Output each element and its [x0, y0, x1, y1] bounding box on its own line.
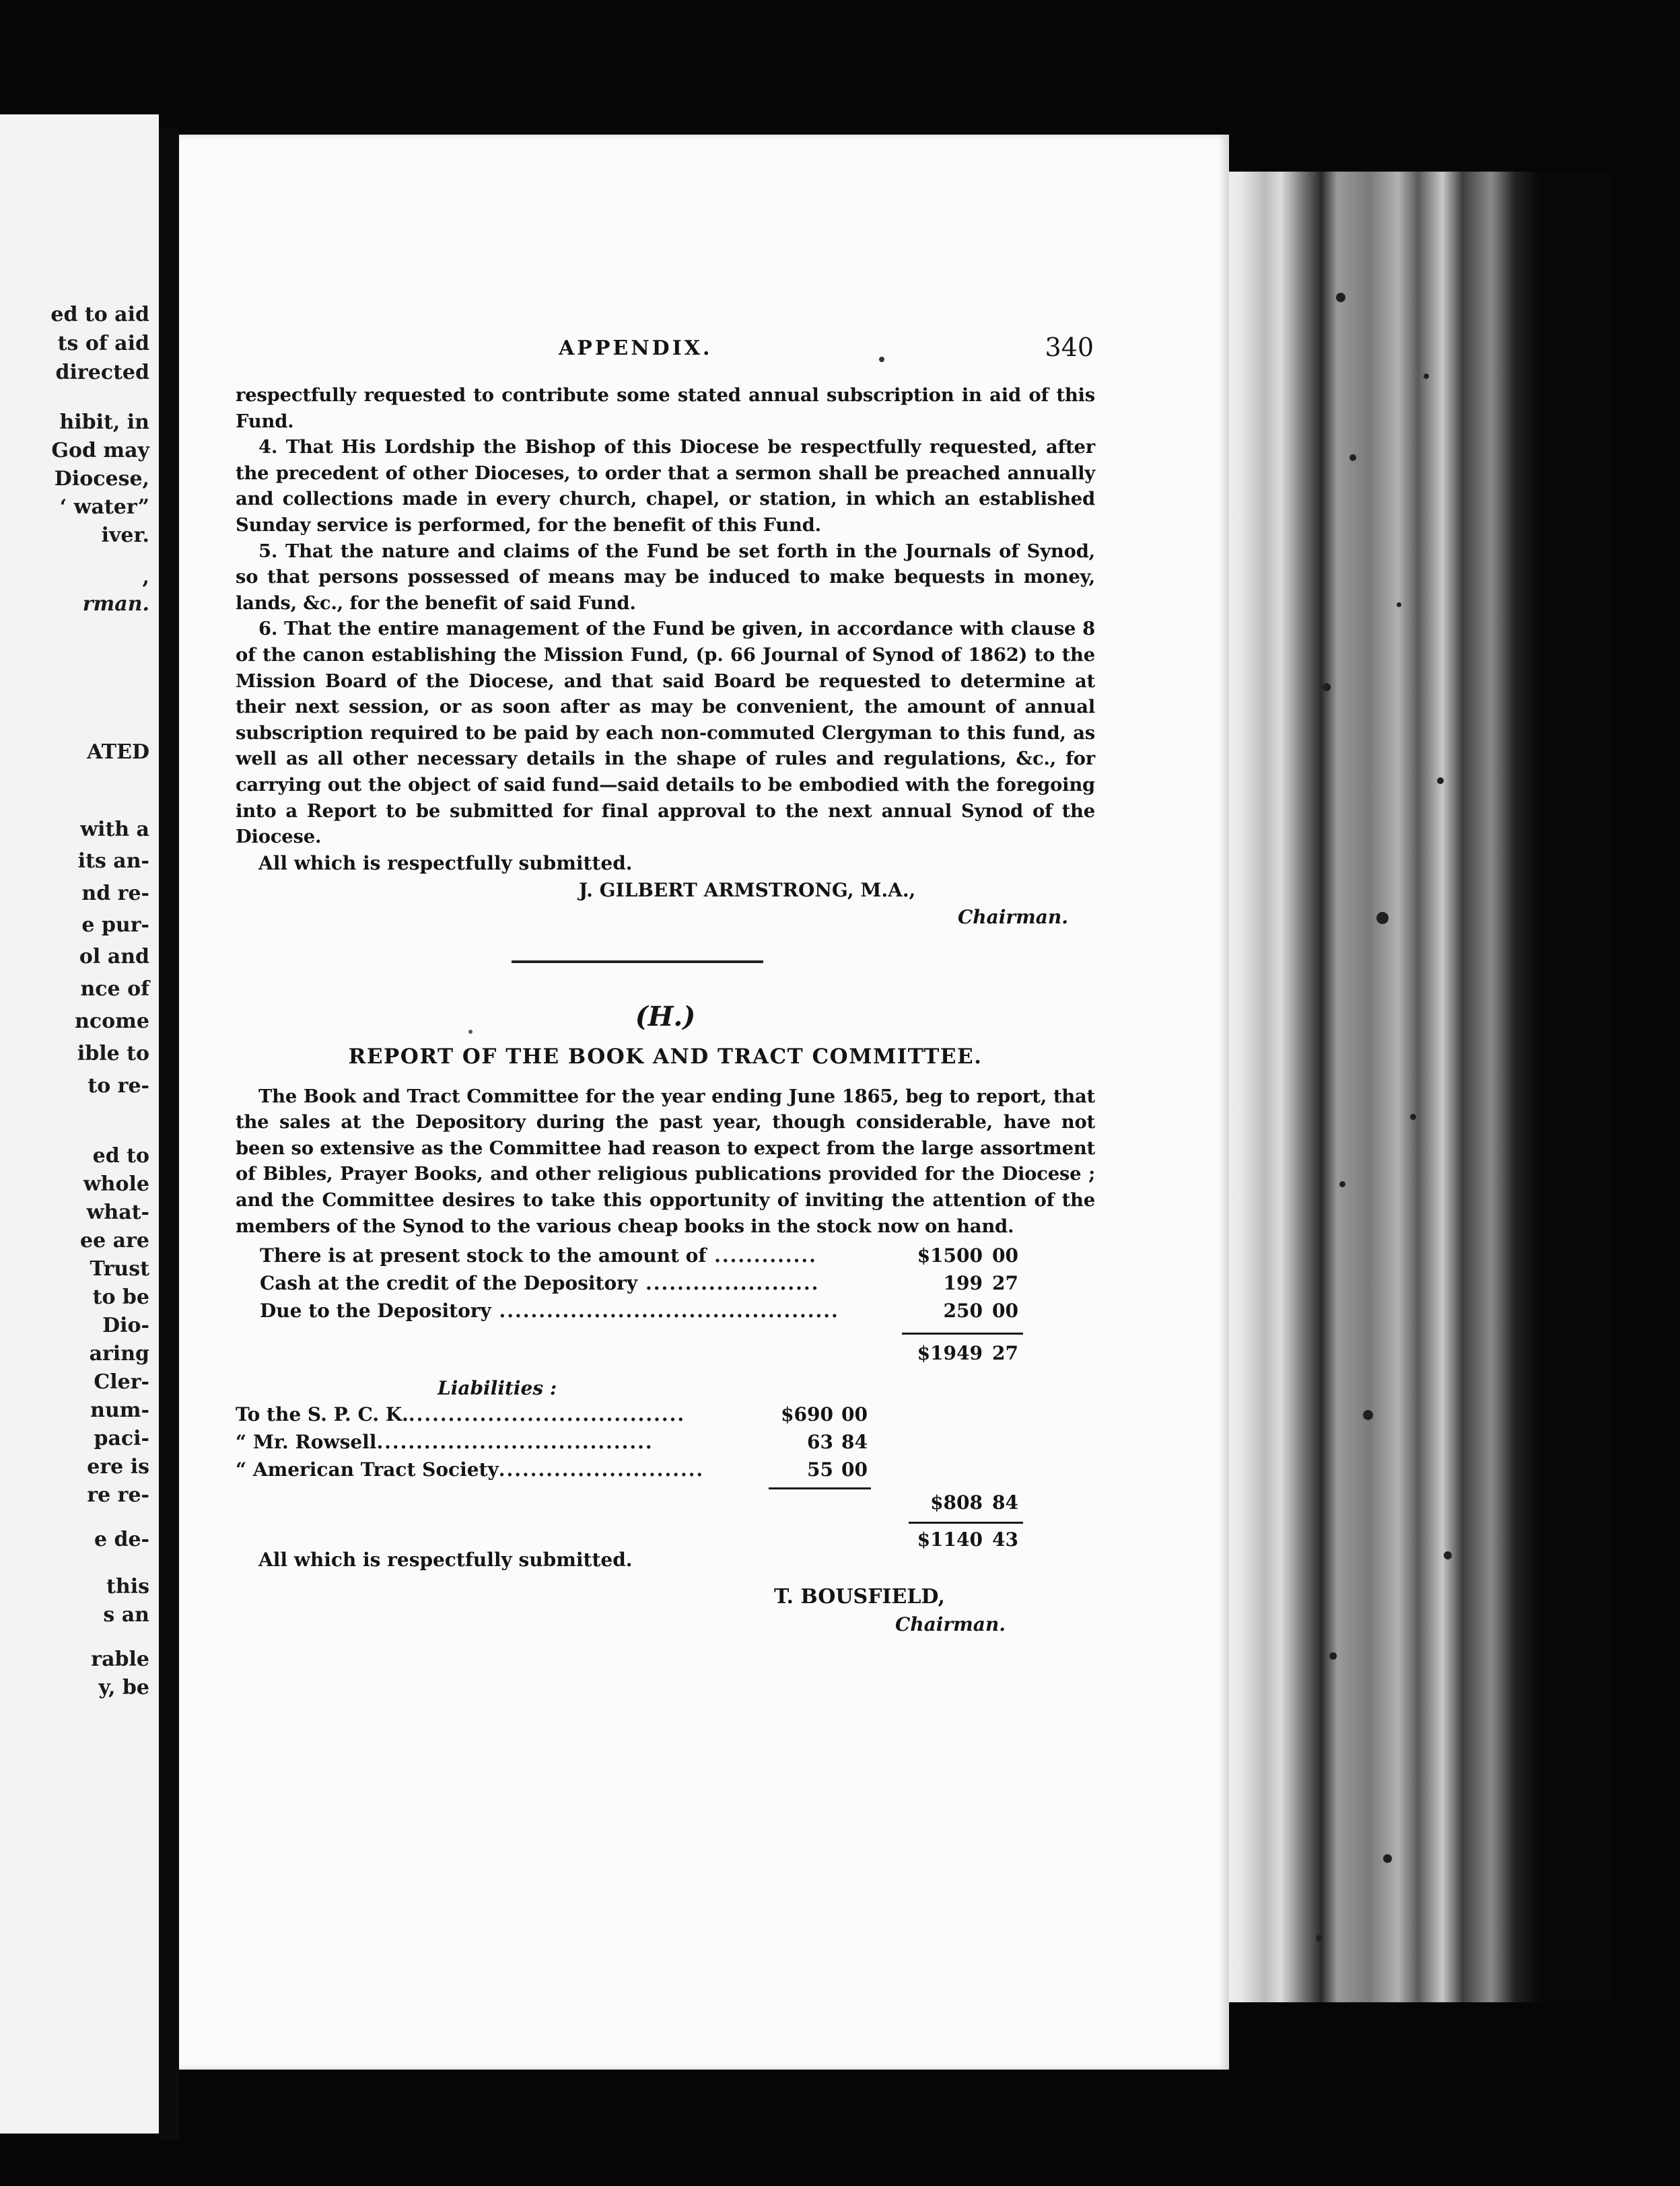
report-g-signatory-role: Chairman.: [957, 905, 1068, 928]
left-page-fragment: rman.: [82, 592, 149, 616]
liability-row: [236, 1458, 1095, 1486]
leader-dots: ..........................: [498, 1458, 705, 1481]
report-h-signatory: T. BOUSFIELD,: [774, 1585, 945, 1609]
left-page-fragment: nce of: [80, 977, 149, 1001]
balance-dollars: $1140: [917, 1528, 983, 1551]
left-page-fragment: num-: [90, 1399, 149, 1422]
report-g-continued-paragraph: respectfully requested to contribute some stated annual subscription in aid of this Fund.: [236, 384, 1095, 432]
asset-label: There is at present stock to the amount of: [260, 1244, 707, 1267]
book-gutter: [159, 128, 179, 2140]
left-page-fragment: e de-: [94, 1528, 149, 1551]
left-page-fragment: with a: [80, 818, 149, 841]
leader-dots: .............: [706, 1244, 817, 1267]
liability-cents: 84: [841, 1431, 868, 1454]
left-page-fragment: ts of aid: [57, 332, 149, 355]
edge-speck: [1424, 374, 1429, 379]
left-page-fragment: to re-: [88, 1074, 149, 1098]
section-mark: (H.): [635, 1000, 696, 1032]
balance-cents: 43: [992, 1528, 1018, 1551]
asset-dollars: 250: [943, 1300, 983, 1323]
liability-dollars: $690: [781, 1403, 833, 1426]
asset-cents: 00: [992, 1300, 1018, 1323]
report-h-signatory-role: Chairman.: [895, 1613, 1006, 1636]
left-page-fragment: Dio-: [102, 1314, 149, 1337]
left-page-fragment: God may: [51, 439, 149, 462]
report-g-item-5: 5. That the nature and claims of the Fund be set forth in the Journals of Synod, so that persons possessed of means may be induced to make bequests in money, lands, &c., for the benefit of said Fund.: [236, 540, 1095, 614]
section-divider: [512, 960, 763, 963]
left-page-fragment: aring: [89, 1342, 149, 1366]
asset-row: [236, 1244, 1095, 1272]
edge-speck: [1437, 777, 1444, 784]
edge-speck: [1323, 683, 1331, 691]
asset-dollars: 199: [943, 1272, 983, 1295]
liability-label: To the S. P. C. K.: [236, 1403, 409, 1426]
edge-speck: [1336, 293, 1345, 302]
liability-label: “ Mr. Rowsell: [236, 1431, 377, 1454]
assets-total-row: [236, 1342, 1095, 1370]
edge-speck: [1383, 1854, 1392, 1863]
liability-dollars: 63: [807, 1431, 833, 1454]
left-page-fragment: ncome: [75, 1010, 149, 1033]
left-page-fragment: ‘ water”: [59, 495, 149, 519]
assets-total-rule: [902, 1333, 1023, 1335]
left-page-fragment: ible to: [77, 1042, 149, 1065]
report-h-intro: The Book and Tract Committee for the year ending June 1865, beg to report, that the sales at the Depository during the past year, though considerable, have not been so extensive as the Committee had reason to expect from the large assortment of Bibles, Prayer Books, and other religious publications provided for the Diocese ; and the Committee desires to take this opportunity of inviting the attention of the members of the Synod to the various cheap books in the stock now on hand.: [236, 1085, 1095, 1237]
left-facing-page: [0, 114, 159, 2134]
edge-speck: [1397, 602, 1401, 607]
asset-row: [236, 1272, 1095, 1300]
liabilities-heading: Liabilities :: [438, 1377, 557, 1400]
asset-cents: 27: [992, 1272, 1018, 1295]
leader-dots: ......................: [637, 1272, 820, 1295]
liability-row: [236, 1431, 1095, 1458]
leader-dots: ...................................: [376, 1431, 654, 1454]
report-g-item-4: 4. That His Lordship the Bishop of this Diocese be respectfully requested, after the precedent of other Dioceses, to order that a sermon shall be preached annually and collections made in every church, chapel, or station, in which an established Sunday service is performed, for the benefit of this Fund.: [236, 436, 1095, 536]
asset-label: Cash at the credit of the Depository: [260, 1272, 638, 1295]
left-page-fragment: what-: [86, 1201, 149, 1224]
edge-speck: [1410, 1114, 1416, 1120]
accounts-statement: [236, 1244, 1095, 1556]
left-page-fragment: its an-: [77, 849, 149, 873]
edge-speck: [1339, 1181, 1345, 1187]
asset-dollars: $1500: [917, 1244, 983, 1267]
leader-dots: ...........................................: [491, 1300, 839, 1323]
page-340: [179, 135, 1229, 2070]
left-page-fragment: to be: [92, 1285, 149, 1309]
report-g-signatory: J. GILBERT ARMSTRONG, M.A.,: [579, 878, 916, 901]
left-page-fragment: ,: [142, 565, 149, 589]
page-number: 340: [1045, 332, 1094, 362]
asset-cents: 00: [992, 1244, 1018, 1267]
left-page-fragment: ere is: [87, 1455, 149, 1479]
left-page-fragment: ATED: [87, 740, 149, 764]
left-page-fragment: whole: [83, 1172, 149, 1196]
left-page-fragment: ed to: [92, 1144, 149, 1168]
report-h-closing: All which is respectfully submitted.: [258, 1549, 633, 1572]
liability-row: [236, 1403, 1095, 1431]
edge-speck: [1376, 912, 1389, 924]
left-page-fragment: nd re-: [81, 882, 149, 905]
left-page-fragment: rable: [91, 1648, 149, 1671]
leader-dots: ...................................: [408, 1403, 686, 1426]
liability-dollars: 55: [807, 1458, 833, 1481]
left-page-fragment: ee are: [80, 1229, 149, 1253]
report-g-closing: All which is respectfully submitted.: [258, 851, 633, 874]
left-page-fragment: ed to aid: [50, 303, 149, 326]
balance-row: [236, 1528, 1095, 1556]
liabilities-total-cents: 84: [992, 1491, 1018, 1514]
running-head: [236, 332, 1095, 370]
left-page-fragment: directed: [55, 361, 149, 384]
asset-label: Due to the Depository: [260, 1300, 491, 1323]
page-content: [236, 332, 1095, 1638]
edge-speck: [1444, 1551, 1452, 1559]
left-page-fragment: this: [106, 1575, 149, 1598]
liability-cents: 00: [841, 1458, 868, 1481]
left-page-fragment: re re-: [87, 1483, 149, 1507]
edge-speck: [1350, 454, 1356, 461]
liability-cents: 00: [841, 1403, 868, 1426]
left-page-fragment: Diocese,: [54, 467, 149, 491]
liabilities-total-row: [236, 1491, 1095, 1519]
edge-speck: [1316, 1935, 1323, 1942]
assets-total-cents: 27: [992, 1342, 1018, 1365]
assets-total-dollars: $1949: [917, 1342, 983, 1365]
edge-speck: [1363, 1410, 1373, 1420]
asset-row: [236, 1300, 1095, 1327]
liabilities-total-dollars: $808: [930, 1491, 983, 1514]
left-page-fragment: ol and: [79, 945, 149, 968]
liabilities-sum-rule: [769, 1487, 871, 1489]
liability-label: “ American Tract Society: [236, 1458, 499, 1481]
left-page-fragment: y, be: [98, 1676, 149, 1699]
left-page-fragment: iver.: [101, 524, 149, 547]
left-page-fragment: e pur-: [81, 913, 149, 937]
left-page-fragment: Trust: [90, 1257, 149, 1281]
report-g-item-6: 6. That the entire management of the Fund be given, in accordance with clause 8 of the canon establishing the Mission Fund, (p. 66 Journal of Synod of 1862) to the Mission Board of the Diocese, and that said Board be requested to determine at their next session, or as soon after as may be convenient, the amount of annual subscription required to be paid by each non-commuted Clergyman to this fund, as well as all other necessary details in the shape of rules and regulations, &c., for carrying out the object of said fund—said details to be embodied with the foregoing into a Report to be submitted for final approval to the next annual Synod of the Diocese.: [236, 618, 1095, 848]
book-fore-edge: [1208, 172, 1612, 2002]
left-page-fragment: paci-: [94, 1427, 149, 1450]
left-page-fragment: Cler-: [94, 1370, 149, 1394]
edge-speck: [1329, 1652, 1337, 1660]
running-title: APPENDIX.: [559, 337, 713, 360]
report-h-title: REPORT OF THE BOOK AND TRACT COMMITTEE.: [348, 1044, 983, 1069]
balance-rule: [909, 1522, 1023, 1524]
left-page-fragment: hibit, in: [59, 411, 149, 434]
left-page-fragment: s an: [103, 1603, 149, 1627]
